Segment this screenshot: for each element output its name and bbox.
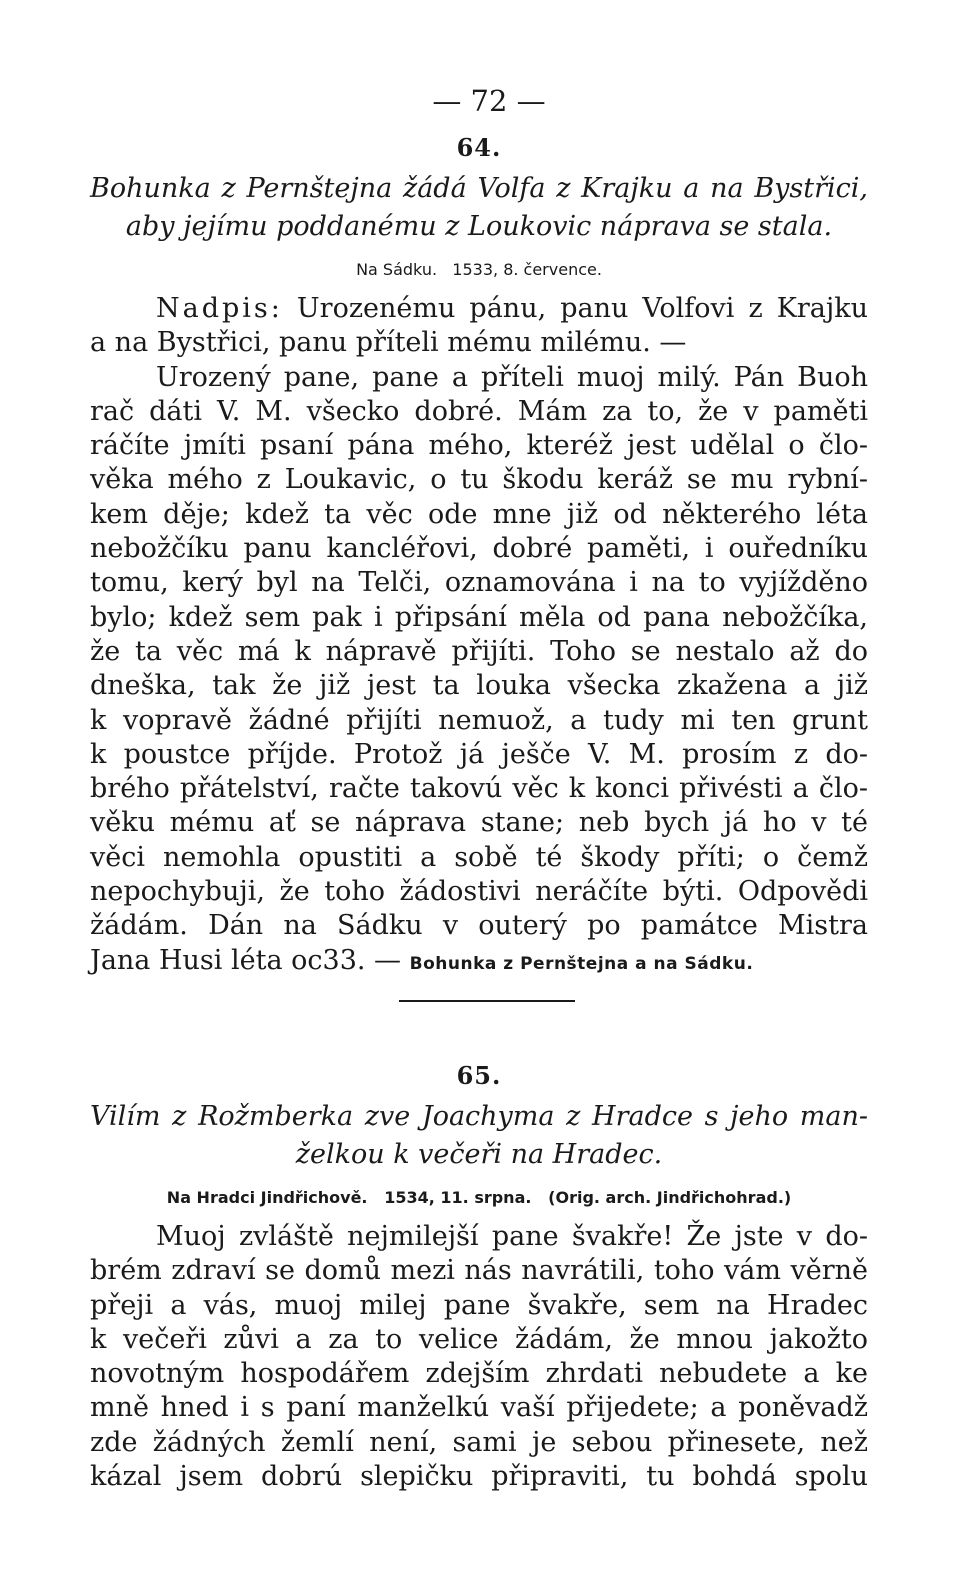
letter-65 [90, 1056, 868, 1494]
body-line [90, 292, 868, 326]
place-date: Na Sádku. 1533, 8. července. [356, 260, 602, 279]
body-line: k vopravě žádné přijíti nemuož, a tudy mi ten grunt [90, 704, 868, 736]
body-line: věci nemohla opustiti a sobě té škody příti; o čemž [90, 841, 868, 873]
body-line: věku mému ať se náprava stane; neb bych já ho v té [90, 807, 868, 839]
body-line: přeji a vás, muoj milej pane švakře, sem na Hradec [90, 1289, 868, 1321]
letter-number: 65. [456, 1060, 502, 1090]
heading-line: Vilím z Rožmberka zve Joachyma z Hradce s jeho man- [90, 1100, 868, 1132]
body-line: bylo; kdež sem pak i připsání měla od pana nebožčíka, [90, 601, 868, 633]
letter-heading [90, 1098, 868, 1174]
body-line: mně hned i s paní manželkú vaší přijedete; a poněvadž [90, 1392, 868, 1424]
body-line: tomu, kerý byl na Telči, oznamována i na to vyjížděno [90, 567, 868, 599]
heading-line: želkou k večeři na Hradec. [295, 1138, 663, 1170]
body-line: kázal jsem dobrú slepičku připraviti, tu bohdá spolu [90, 1461, 868, 1493]
body-line: Urozený pane, pane a příteli muoj milý. Pán Buoh [156, 361, 868, 393]
body-line: nebožčíku panu kancléřovi, dobré paměti, i ouředníku [90, 533, 868, 565]
body-line: k poustce příjde. Protož já ješče V. M. prosím z do- [90, 738, 868, 770]
body-line: že ta věc má k nápravě přijíti. Toho se nestalo až do [90, 635, 868, 667]
body-line: dneška, tak že již jest ta louka všecka zkažena a již [90, 670, 868, 702]
place-date: Na Hradci Jindřichově. 1534, 11. srpna. (Orig. arch. Jindřichohrad.) [166, 1187, 792, 1207]
body-line: zde žádných žemlí není, sami je sebou přinesete, než [90, 1426, 868, 1458]
heading-line: Bohunka z Pernštejna žádá Volfa z Krajku a na Bystřici, [90, 173, 868, 204]
signature: Bohunka z Pernštejna a na Sádku. [409, 953, 754, 974]
body-line: ráčíte jmíti psaní pána mého, kteréž jest udělal o člo- [90, 430, 868, 462]
body-line: věka mého z Loukavic, o tu škodu keráž se mu rybní- [90, 464, 868, 496]
body-line: Muoj zvláště nejmilejší pane švakře! Že jste v do- [156, 1220, 868, 1252]
body-line: kem děje; kdež ta věc ode mne již od některého léta [90, 498, 868, 530]
closing-text: Jana Husi léta oc33. — [90, 944, 410, 976]
letter-number: 64. [456, 133, 502, 162]
body-line: rač dáti V. M. všecko dobré. Mám za to, že v paměti [90, 395, 868, 427]
section-divider [399, 1000, 575, 1002]
body-line: žádám. Dán na Sádku v outerý po památce Mistra [90, 910, 868, 942]
body-line: nepochybuji, že toho žádostivi neráčíte býti. Odpovědi [90, 876, 868, 908]
letter-body [90, 1220, 868, 1494]
letter-body [90, 292, 868, 978]
letter-heading [90, 170, 868, 246]
body-line: a na Bystřici, panu příteli mému milému. — [90, 327, 687, 359]
heading-line: aby jejímu poddanému z Loukovic náprava se stala. [125, 211, 833, 242]
page-number: — 72 — [432, 84, 546, 118]
body-line [90, 944, 868, 978]
book-page [90, 80, 868, 1494]
body-line: novotným hospodářem zdejším zhrdati nebudete a ke [90, 1358, 868, 1390]
body-line: brém zdraví se domů mezi nás navrátili, toho vám věrně [90, 1255, 868, 1287]
address-label: Nadpis: [156, 293, 283, 324]
body-line: brého přátelství, račte takovú věc k konci přivésti a člo- [90, 773, 868, 805]
body-line: k večeři zůvi a za to velice žádám, že mnou jakožto [90, 1323, 868, 1355]
letter-64 [90, 128, 868, 1002]
address-text: Urozenému pánu, panu Volfovi z Krajku [282, 293, 868, 324]
